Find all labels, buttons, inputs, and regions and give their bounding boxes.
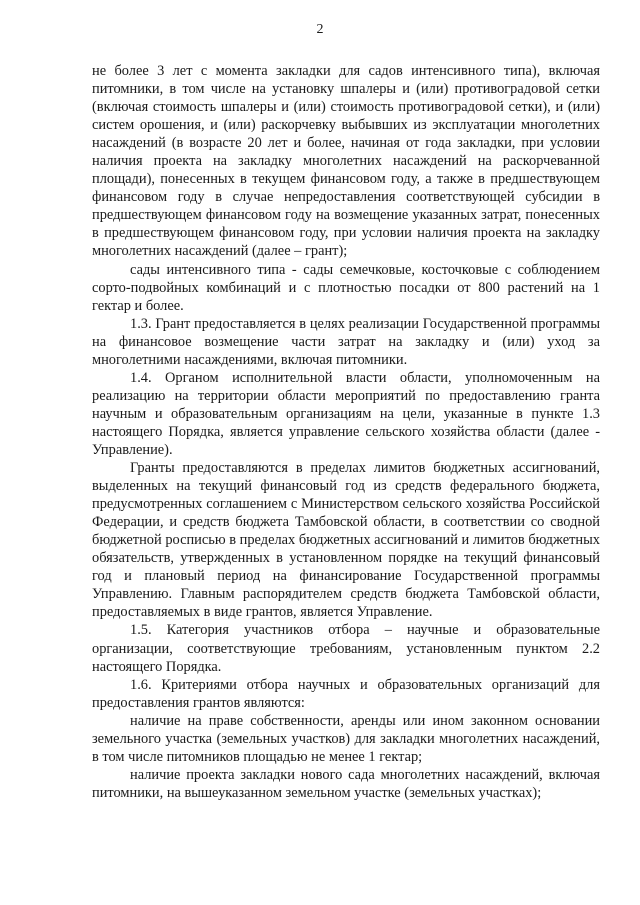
paragraph-criteria-project: наличие проекта закладки нового сада многолетних насаждений, включая питомники, на вышеуказанном земельном участке (земельных участках); [92,766,600,801]
paragraph-1-5: 1.5. Категория участников отбора – научные и образовательные организации, соответствующие требованиям, установленным пунктом 2.2 настоящего Порядка. [92,622,600,675]
paragraph-1-4: 1.4. Органом исполнительной власти области, уполномоченным на реализацию на территории области мероприятий по предоставлению гранта научным и образовательным организациям на цели, указанные в пункте 1.3 настоящего Порядка, является управление сельского хозяйства области (далее - Управление). [92,369,600,458]
paragraph-intensive-gardens: сады интенсивного типа - сады семечковые, косточковые с соблюдением сорто-подвойных комбинаций и с плотностью посадки от 800 растений на 1 гектар и более. [92,261,600,314]
document-body [92,62,600,802]
paragraph-criteria-land: наличие на праве собственности, аренды или ином законном основании земельного участка (земельных участков) для закладки многолетних насаждений, в том числе питомников площадью не менее 1 гектар; [92,712,600,765]
page-number: 2 [316,22,324,37]
paragraph-continuation: не более 3 лет с момента закладки для садов интенсивного типа), включая питомники, в том числе на установку шпалеры и (или) противоградовой сетки (включая стоимость шпалеры и (или) стоимость противоградовой сетки), и (или) систем орошения, и (или) раскорчевку выбывших из эксплуатации многолетних насаждений (в возрасте 20 лет и более, начиная от года закладки, при условии наличия проекта на закладку многолетних насаждений на раскорчеванной площади), понесенных в текущем финансовом году, а также в предшествующем финансовом году в случае непредоставления соответствующей субсидии в предшествующем финансовом году на возмещение указанных затрат, понесенных в предшествующем финансовом году, при условии наличия проекта на закладку многолетних насаждений (далее – грант); [92,63,600,260]
paragraph-1-3: 1.3. Грант предоставляется в целях реализации Государственной программы на финансовое возмещение части затрат на закладку и (или) уход за многолетними насаждениями, включая питомники. [92,315,600,368]
paragraph-grants-limits: Гранты предоставляются в пределах лимитов бюджетных ассигнований, выделенных на текущий финансовый год из средств федерального бюджета, предусмотренных соглашением с Министерством сельского хозяйства Российской Федерации, и средств бюджета Тамбовской области, в соответствии со сводной бюджетной росписью в пределах бюджетных ассигнований и лимитов бюджетных обязательств, утвержденных в установленном порядке на текущий финансовый год и плановый период на финансирование Государственной программы Управлению. Главным распорядителем средств бюджета Тамбовской области, предоставляемых в виде грантов, является Управление. [92,460,600,621]
paragraph-1-6: 1.6. Критериями отбора научных и образовательных организаций для предоставления грантов являются: [92,676,600,711]
